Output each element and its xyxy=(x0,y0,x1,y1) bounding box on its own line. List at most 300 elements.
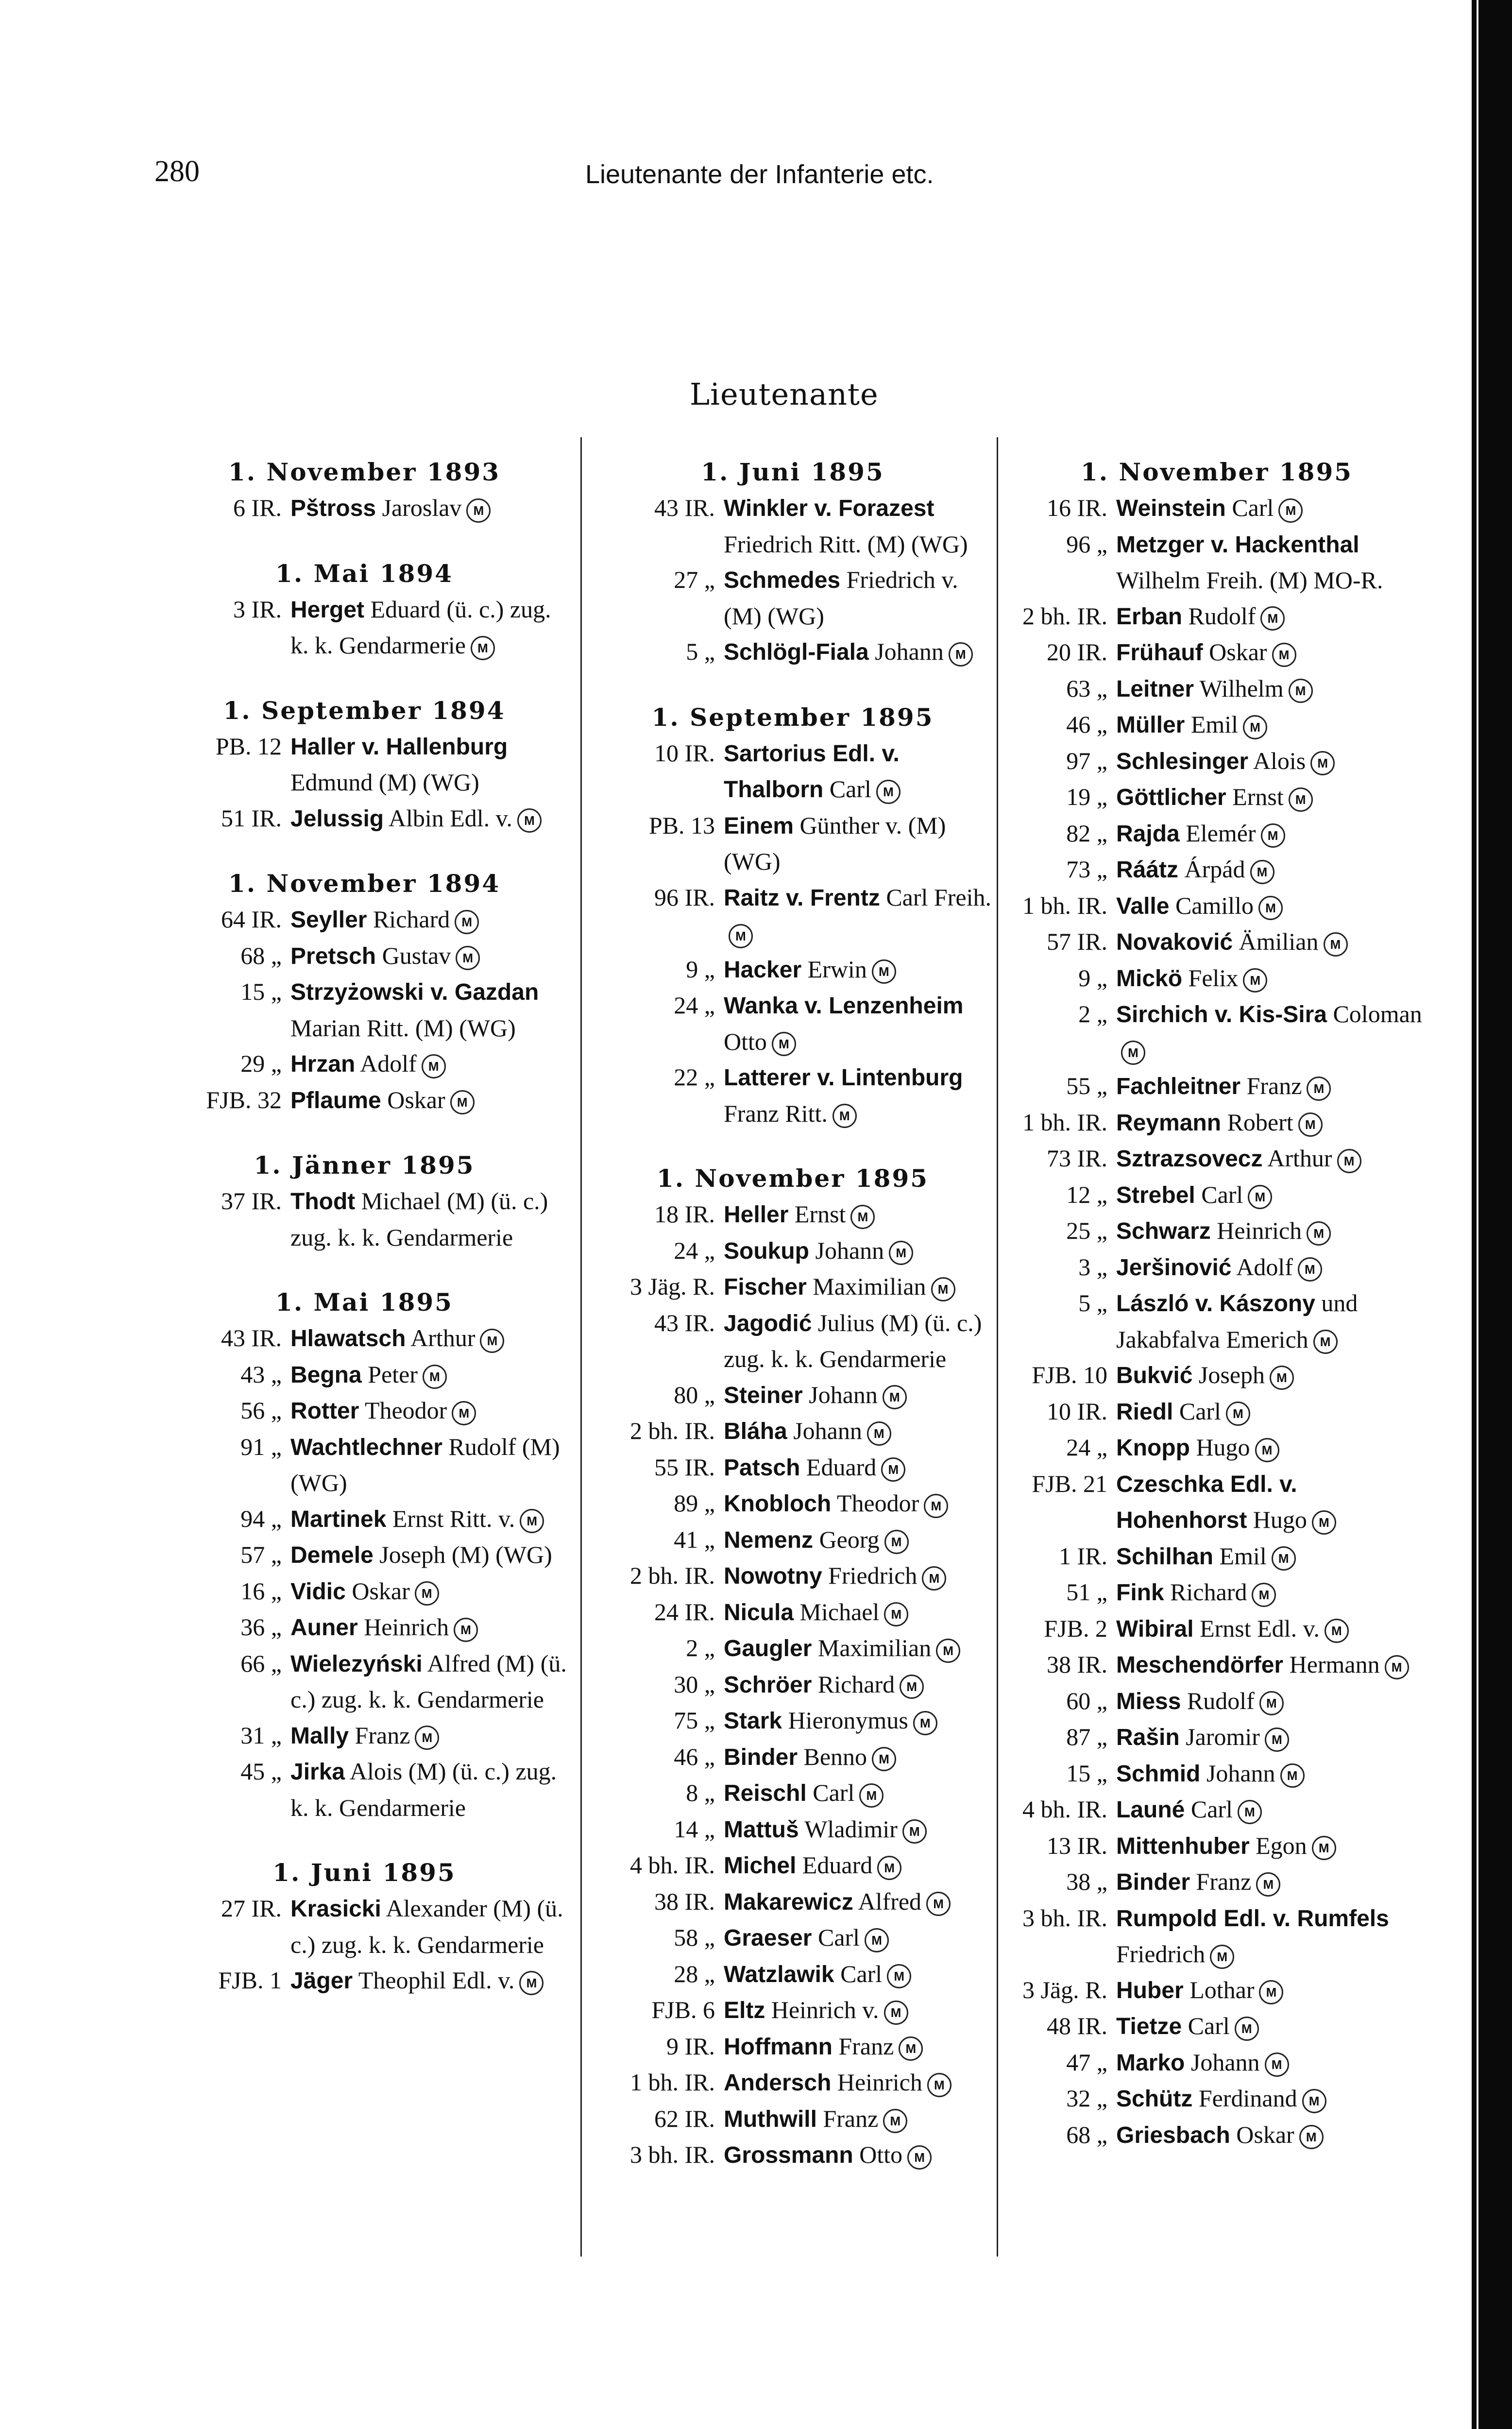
surname: Sartorius Edl. v. Thalborn xyxy=(724,740,900,803)
circled-m-icon: M xyxy=(466,498,491,523)
officer-entry xyxy=(594,490,992,562)
entry-body xyxy=(724,562,992,634)
unit-label: 4 bh. IR. xyxy=(630,1851,715,1879)
circled-m-icon: M xyxy=(456,946,480,970)
unit-label: 75 „ xyxy=(674,1707,715,1734)
circled-m-icon: M xyxy=(1337,1149,1361,1173)
circled-m-icon: M xyxy=(454,1618,478,1642)
given-name: Heinrich v. xyxy=(771,1996,879,2023)
entry-body xyxy=(724,1956,992,1993)
unit-label: 38 IR. xyxy=(654,1887,715,1915)
surname: Pštross xyxy=(290,496,376,521)
officer-entry xyxy=(160,1357,568,1393)
unit-label: 30 „ xyxy=(674,1670,715,1698)
entry-body xyxy=(724,1847,992,1884)
circled-m-icon: M xyxy=(1255,1438,1279,1462)
surname: Fachleitner xyxy=(1116,1074,1241,1099)
unit-label: FJB. 21 xyxy=(1032,1470,1107,1497)
surname: Rumpold Edl. v. Rumfels xyxy=(1116,1905,1389,1932)
circled-m-icon: M xyxy=(924,1494,948,1518)
circled-m-icon: M xyxy=(913,1711,937,1735)
officer-entry xyxy=(160,938,568,975)
given-name: Ernst xyxy=(794,1200,846,1228)
given-name: Carl xyxy=(840,1960,883,1987)
circled-m-icon: M xyxy=(1258,896,1283,920)
entry-body xyxy=(1116,1972,1423,2009)
officer-entry xyxy=(594,1920,992,1956)
surname: Winkler v. Forazest xyxy=(724,496,934,521)
entry-body xyxy=(1116,2117,1423,2154)
entry-body xyxy=(1116,960,1423,997)
unit-label: 73 „ xyxy=(1066,855,1107,883)
given-name: Franz xyxy=(355,1721,410,1749)
surname: Binder xyxy=(724,1744,798,1770)
unit-label: 48 IR. xyxy=(1047,2012,1107,2039)
unit-label: 12 „ xyxy=(1066,1180,1107,1208)
given-name: Franz Ritt. xyxy=(724,1099,828,1127)
surname: Makarewicz xyxy=(724,1889,853,1915)
entry-body xyxy=(290,1429,568,1501)
given-name: Oskar xyxy=(387,1086,445,1113)
unit-label: 6 IR. xyxy=(233,494,282,521)
entry-body xyxy=(724,880,992,952)
officer-entry xyxy=(1010,924,1423,960)
entry-body xyxy=(1116,1357,1423,1394)
officer-entry xyxy=(160,1609,568,1646)
given-name: Michael (M) (ü. c.) zug. k. k. Gendarmerie xyxy=(290,1187,548,1251)
surname: Riedl xyxy=(1116,1399,1173,1425)
unit-label: 1 bh. IR. xyxy=(1022,891,1107,919)
date-heading: 1. Jänner 1895 xyxy=(254,1151,475,1180)
officer-entry xyxy=(160,1393,568,1429)
entry-body xyxy=(290,1537,568,1574)
officer-entry xyxy=(594,1739,992,1776)
unit-label: 80 „ xyxy=(674,1381,715,1408)
unit-label: 51 „ xyxy=(1066,1578,1107,1606)
surname: Wachtlechner xyxy=(290,1434,442,1460)
unit-label: FJB. 6 xyxy=(651,1996,715,2023)
column-rule-2 xyxy=(997,437,998,2257)
circled-m-icon: M xyxy=(422,1054,446,1078)
entry-body xyxy=(1116,2045,1423,2081)
circled-m-icon: M xyxy=(471,636,495,660)
circled-m-icon: M xyxy=(865,1928,889,1952)
given-name: Michael xyxy=(799,1598,880,1625)
unit-label: 43 „ xyxy=(240,1360,282,1388)
unit-label: 73 IR. xyxy=(1047,1145,1107,1172)
given-name: Ämilian xyxy=(1239,928,1319,955)
unit-label: 55 „ xyxy=(1066,1072,1107,1099)
surname: Pretsch xyxy=(290,943,376,969)
officer-entry xyxy=(1010,634,1423,671)
surname: Schlesinger xyxy=(1116,748,1249,774)
surname: Müller xyxy=(1116,712,1185,738)
entry-body xyxy=(724,490,992,562)
surname: Ráátz xyxy=(1116,857,1179,883)
surname: Leitner xyxy=(1116,676,1194,702)
given-name: Carl xyxy=(817,1924,860,1951)
circled-m-icon: M xyxy=(926,1892,951,1916)
officer-entry xyxy=(1010,1900,1423,1972)
officer-entry xyxy=(1010,1249,1423,1286)
circled-m-icon: M xyxy=(1312,1510,1336,1535)
given-name: Franz xyxy=(1196,1868,1252,1895)
given-name: Egon xyxy=(1256,1831,1307,1859)
unit-label: 27 IR. xyxy=(221,1895,282,1922)
entry-body xyxy=(1116,1828,1423,1865)
surname: Jagodić xyxy=(724,1310,812,1336)
officer-entry xyxy=(1010,671,1423,707)
unit-label: 38 IR. xyxy=(1047,1651,1107,1678)
unit-label: 25 „ xyxy=(1066,1217,1107,1244)
surname: Soukup xyxy=(724,1238,809,1264)
given-name: Theodor xyxy=(364,1397,447,1424)
officer-entry xyxy=(160,592,568,664)
officer-entry xyxy=(1010,1756,1423,1792)
circled-m-icon: M xyxy=(931,1277,955,1301)
entry-body xyxy=(1116,1105,1423,1141)
circled-m-icon: M xyxy=(1272,643,1296,667)
given-name: Coloman xyxy=(1333,1000,1422,1027)
surname: Eltz xyxy=(724,1998,765,2023)
entry-body xyxy=(1116,1719,1423,1756)
given-name: Franz xyxy=(1246,1072,1302,1099)
officer-entry xyxy=(1010,1141,1423,1177)
unit-label: 87 „ xyxy=(1066,1723,1107,1750)
given-name: Johann xyxy=(875,638,944,665)
circled-m-icon: M xyxy=(452,1401,476,1425)
entry-body xyxy=(290,1046,568,1082)
given-name: Richard xyxy=(373,906,450,933)
surname: Bláha xyxy=(724,1419,787,1444)
unit-label: 28 „ xyxy=(674,1960,715,1987)
entry-body xyxy=(1116,707,1423,743)
date-heading: 1. November 1893 xyxy=(228,458,501,486)
unit-label: 3 bh. IR. xyxy=(1022,1904,1107,1932)
circled-m-icon: M xyxy=(1299,2125,1324,2149)
surname: Vidic xyxy=(290,1578,346,1605)
circled-m-icon: M xyxy=(887,1964,911,1988)
entry-body xyxy=(724,634,992,670)
unit-label: 91 „ xyxy=(240,1433,282,1460)
surname: Schmedes xyxy=(724,567,841,593)
officer-entry xyxy=(594,1847,992,1884)
officer-entry xyxy=(1010,2045,1423,2081)
surname: Schilhan xyxy=(1116,1543,1214,1570)
surname: Heller xyxy=(724,1202,789,1228)
officer-entry xyxy=(160,902,568,938)
circled-m-icon: M xyxy=(902,1819,927,1844)
surname: Martinek xyxy=(290,1506,387,1532)
officer-entry xyxy=(160,1891,568,1963)
officer-entry xyxy=(1010,1611,1423,1647)
entry-body xyxy=(290,490,568,527)
unit-label: FJB. 1 xyxy=(218,1967,282,1994)
surname: Wielezyński xyxy=(290,1651,423,1677)
circled-m-icon: M xyxy=(1265,2053,1289,2077)
surname: Watzlawik xyxy=(724,1961,834,1987)
entry-body xyxy=(724,952,992,988)
officer-entry xyxy=(160,1429,568,1501)
officer-entry xyxy=(594,1775,992,1812)
entry-body xyxy=(724,2101,992,2138)
unit-label: 4 bh. IR. xyxy=(1022,1796,1107,1823)
given-name: Richard xyxy=(1170,1578,1247,1606)
entry-body xyxy=(724,1775,992,1812)
officer-entry xyxy=(1010,1719,1423,1756)
circled-m-icon: M xyxy=(1243,968,1267,992)
surname: Rotter xyxy=(290,1398,359,1424)
officer-entry xyxy=(594,1956,992,1993)
officer-entry xyxy=(1010,1466,1423,1539)
given-name: Lothar xyxy=(1189,1976,1255,2003)
entry-body xyxy=(1116,490,1423,527)
surname: Herget xyxy=(290,597,365,623)
circled-m-icon: M xyxy=(1272,1546,1296,1571)
officer-entry xyxy=(1010,1357,1423,1394)
officer-entry xyxy=(160,1537,568,1574)
surname: Mally xyxy=(290,1723,349,1749)
entry-body xyxy=(290,592,568,664)
officer-entry xyxy=(160,1183,568,1255)
unit-label: 97 „ xyxy=(1066,747,1107,774)
given-name: Carl xyxy=(813,1779,855,1806)
given-name: Ferdinand xyxy=(1198,2085,1297,2112)
officer-entry xyxy=(594,1630,992,1667)
unit-label: 94 „ xyxy=(240,1505,282,1532)
given-name: Heinrich xyxy=(837,2069,922,2096)
surname: Stark xyxy=(724,1708,782,1734)
given-name: Ernst xyxy=(1232,783,1284,810)
unit-label: 37 IR. xyxy=(221,1187,282,1214)
unit-label: FJB. 10 xyxy=(1032,1361,1107,1388)
given-name: Marian Ritt. (M) (WG) xyxy=(290,1014,516,1042)
officer-entry xyxy=(1010,1864,1423,1900)
surname: Gaugler xyxy=(724,1636,812,1661)
officer-entry xyxy=(594,808,992,880)
entry-body xyxy=(724,1667,992,1703)
circled-m-icon: M xyxy=(859,1783,883,1808)
unit-label: 55 IR. xyxy=(654,1453,715,1481)
circled-m-icon: M xyxy=(1248,1185,1272,1209)
given-name: und Jakabfalva Emerich xyxy=(1116,1289,1358,1353)
circled-m-icon: M xyxy=(729,924,753,948)
entry-body xyxy=(290,1609,568,1646)
officer-entry xyxy=(594,562,992,634)
surname: Patsch xyxy=(724,1454,800,1481)
given-name: Alfred (M) (ü. c.) zug. k. k. Gendarmerie xyxy=(290,1649,567,1713)
officer-entry xyxy=(594,736,992,808)
officer-entry xyxy=(594,1377,992,1414)
entry-body xyxy=(1116,888,1423,924)
circled-m-icon: M xyxy=(1325,1619,1349,1643)
date-heading: 1. Juni 1895 xyxy=(701,458,884,486)
unit-label: 19 „ xyxy=(1066,783,1107,810)
unit-label: 56 „ xyxy=(240,1397,282,1424)
circled-m-icon: M xyxy=(1278,498,1303,523)
surname: Fischer xyxy=(724,1274,807,1300)
circled-m-icon: M xyxy=(883,1385,907,1409)
unit-label: 3 IR. xyxy=(233,595,282,623)
unit-label: 14 „ xyxy=(674,1815,715,1843)
running-title: Lieutenante der Infanterie etc. xyxy=(585,160,934,189)
surname: Wanka v. Lenzenheim xyxy=(724,993,964,1019)
given-name: Otto xyxy=(724,1027,767,1055)
officer-entry xyxy=(594,880,992,952)
given-name: Joseph xyxy=(1198,1361,1265,1388)
surname: Novaković xyxy=(1116,929,1233,955)
surname: Begna xyxy=(290,1362,362,1388)
given-name: Heinrich xyxy=(1217,1217,1302,1244)
unit-label: 15 „ xyxy=(1066,1759,1107,1787)
surname: Strzyżowski v. Gazdan xyxy=(290,979,539,1005)
circled-m-icon: M xyxy=(772,1032,796,1056)
surname: Meschendörfer xyxy=(1116,1652,1284,1678)
circled-m-icon: M xyxy=(876,780,900,804)
entry-body xyxy=(1116,1792,1423,1828)
surname: Raitz v. Frentz xyxy=(724,885,880,911)
circled-m-icon: M xyxy=(1324,932,1348,957)
officer-entry xyxy=(594,2137,992,2173)
date-heading: 1. November 1895 xyxy=(1080,458,1353,486)
officer-entry xyxy=(1010,1105,1423,1141)
officer-entry xyxy=(594,1992,992,2029)
officer-entry xyxy=(1010,490,1423,527)
circled-m-icon: M xyxy=(884,1530,909,1554)
given-name: Theodor xyxy=(836,1489,919,1517)
circled-m-icon: M xyxy=(1265,1728,1289,1752)
unit-label: 29 „ xyxy=(240,1050,282,1077)
surname: Schmid xyxy=(1116,1761,1201,1787)
given-name: Friedrich v. (M) (WG) xyxy=(724,566,958,630)
given-name: Carl xyxy=(829,775,871,803)
unit-label: 1 bh. IR. xyxy=(630,2069,715,2096)
given-name: Oskar xyxy=(1209,638,1267,666)
entry-body xyxy=(724,1305,992,1377)
given-name: Franz xyxy=(838,2032,894,2060)
given-name: Felix xyxy=(1188,964,1239,992)
surname: Nicula xyxy=(724,1599,794,1625)
entry-body xyxy=(724,1522,992,1558)
circled-m-icon: M xyxy=(927,2073,951,2097)
entry-body xyxy=(290,1501,568,1538)
surname: Knobloch xyxy=(724,1491,832,1517)
circled-m-icon: M xyxy=(872,1747,896,1771)
officer-entry xyxy=(594,1486,992,1522)
unit-label: PB. 13 xyxy=(648,811,715,839)
circled-m-icon: M xyxy=(450,1090,475,1114)
surname: Fink xyxy=(1116,1580,1164,1606)
given-name: Elemér xyxy=(1186,819,1256,847)
circled-m-icon: M xyxy=(1310,751,1335,775)
entry-body xyxy=(724,1413,992,1450)
surname: Metzger v. Hackenthal xyxy=(1116,531,1359,558)
officer-entry xyxy=(1010,1574,1423,1611)
unit-label: 43 IR. xyxy=(654,1309,715,1336)
given-name: Julius (M) (ü. c.) zug. k. k. Gendarmerie xyxy=(724,1309,982,1372)
entry-body xyxy=(1116,1177,1423,1214)
surname: Sirchich v. Kis-Sira xyxy=(1116,1002,1327,1027)
unit-label: 24 „ xyxy=(674,1236,715,1264)
date-heading: 1. Juni 1895 xyxy=(272,1858,456,1887)
surname: Michel xyxy=(724,1853,797,1879)
date-heading: 1. September 1894 xyxy=(223,696,506,725)
circled-m-icon: M xyxy=(1226,1402,1250,1426)
unit-label: 15 „ xyxy=(240,978,282,1005)
entry-body xyxy=(290,1183,568,1255)
circled-m-icon: M xyxy=(832,1104,857,1128)
entry-body xyxy=(1116,1864,1423,1900)
entry-body xyxy=(290,1082,568,1119)
date-heading: 1. Mai 1895 xyxy=(275,1288,453,1317)
officer-entry xyxy=(1010,1647,1423,1683)
entry-body xyxy=(1116,816,1423,852)
surname: Huber xyxy=(1116,1977,1184,2003)
unit-label: 27 „ xyxy=(674,566,715,593)
circled-m-icon: M xyxy=(1312,1836,1336,1860)
entry-body xyxy=(290,1754,568,1826)
surname: Hlawatsch xyxy=(290,1326,406,1351)
entry-body xyxy=(1116,2008,1423,2045)
officer-entry xyxy=(594,1812,992,1848)
circled-m-icon: M xyxy=(415,1581,439,1606)
officer-entry xyxy=(1010,852,1423,888)
given-name: Johann xyxy=(1190,2048,1260,2076)
entry-body xyxy=(724,988,992,1060)
unit-label: 5 „ xyxy=(686,638,715,665)
entry-body xyxy=(1116,2081,1423,2117)
given-name: Robert xyxy=(1227,1108,1293,1136)
surname: Mittenhuber xyxy=(1116,1833,1250,1859)
entry-body xyxy=(290,1320,568,1357)
entry-body xyxy=(290,1646,568,1718)
given-name: Arthur xyxy=(1267,1145,1332,1172)
officer-entry xyxy=(160,974,568,1046)
entry-body xyxy=(1116,924,1423,960)
given-name: Arthur xyxy=(410,1324,476,1351)
unit-label: 62 IR. xyxy=(654,2104,715,2132)
entry-body xyxy=(724,1060,992,1131)
unit-label: 68 „ xyxy=(240,941,282,969)
circled-m-icon: M xyxy=(1261,823,1285,848)
unit-label: 89 „ xyxy=(674,1489,715,1517)
surname: Jirka xyxy=(290,1759,345,1785)
officer-entry xyxy=(594,1413,992,1450)
surname: Binder xyxy=(1116,1869,1190,1895)
unit-label: 24 „ xyxy=(674,992,715,1019)
officer-entry xyxy=(594,1197,992,1233)
officer-entry xyxy=(594,1060,992,1131)
entry-body xyxy=(724,1812,992,1848)
circled-m-icon: M xyxy=(480,1329,504,1353)
surname: Schröer xyxy=(724,1672,812,1698)
officer-entry xyxy=(1010,1539,1423,1575)
given-name: Theophil Edl. v. xyxy=(358,1967,515,1994)
unit-label: 46 „ xyxy=(674,1743,715,1770)
column-2 xyxy=(594,454,992,2173)
given-name: Árpád xyxy=(1184,855,1245,883)
officer-entry xyxy=(594,1522,992,1558)
officer-entry xyxy=(160,1963,568,1999)
entry-body xyxy=(1116,1539,1423,1575)
given-name: Carl xyxy=(1190,1796,1233,1823)
circled-m-icon: M xyxy=(1307,1077,1331,1101)
given-name: Adolf xyxy=(360,1050,417,1077)
officer-entry xyxy=(1010,960,1423,997)
entry-body xyxy=(1116,996,1423,1068)
entry-body xyxy=(1116,671,1423,707)
entry-body xyxy=(724,1269,992,1305)
